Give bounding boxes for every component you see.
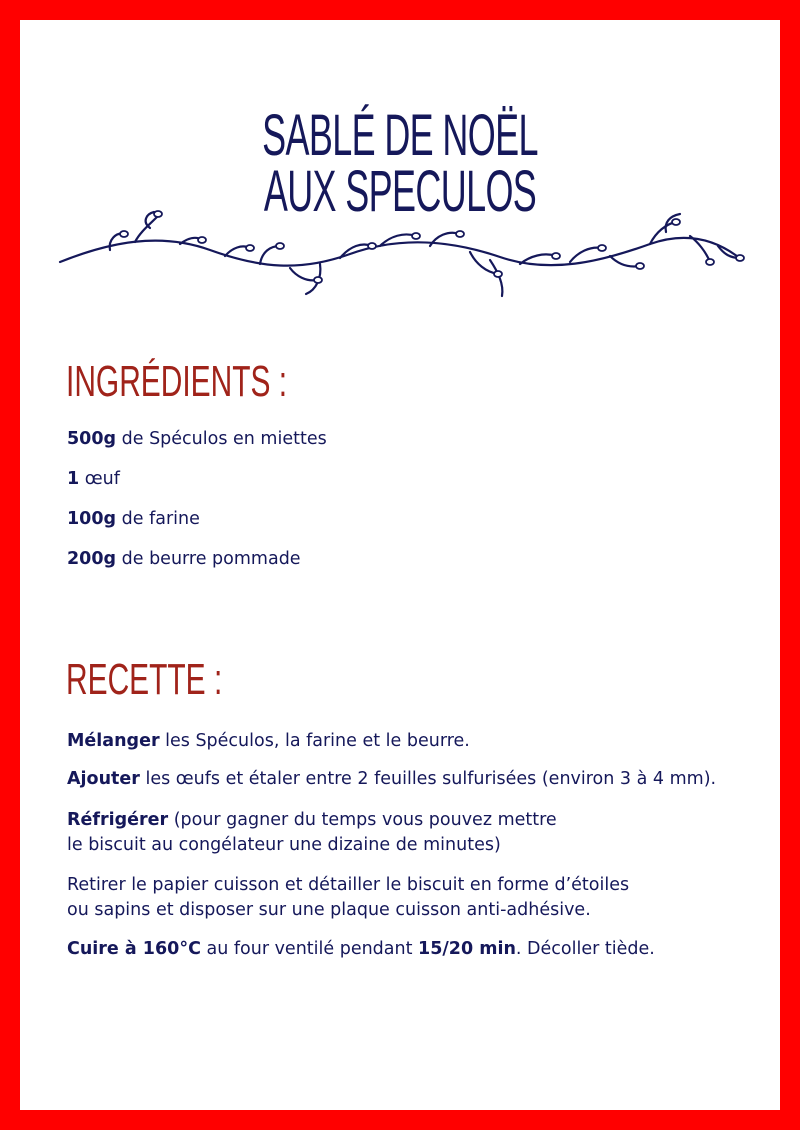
step-verb: Cuire à 160°C xyxy=(67,939,201,959)
ingredient-qty: 1 xyxy=(67,469,80,489)
ingredient-qty: 200g xyxy=(67,549,117,569)
title-line-2: AUX SPECULOS xyxy=(263,159,537,224)
ingredient-text: œuf xyxy=(79,469,120,489)
recipe-step-3 xyxy=(67,808,557,833)
recipe-step-2 xyxy=(67,767,716,792)
ingredient-item xyxy=(67,547,301,572)
step-text: les Spéculos, la farine et le beurre. xyxy=(159,731,470,751)
step-verb: Ajouter xyxy=(67,769,140,789)
recipe-heading: RECETTE : xyxy=(66,655,223,704)
ingredients-heading: INGRÉDIENTS : xyxy=(66,357,288,406)
ingredient-qty: 500g xyxy=(67,429,117,449)
ingredient-item xyxy=(67,507,200,532)
ingredient-item xyxy=(67,467,120,492)
ingredient-text: de farine xyxy=(116,509,200,529)
recipe-step-4: Retirer le papier cuisson et détailler le biscuit en forme d’étoiles xyxy=(67,875,630,895)
step-text: au four ventilé pendant xyxy=(200,939,419,959)
recipe-step-5 xyxy=(67,937,655,962)
ingredient-item xyxy=(67,427,327,452)
ingredient-qty: 100g xyxy=(67,509,117,529)
step-duration: 15/20 min xyxy=(418,939,516,959)
step-text: (pour gagner du temps vous pouvez mettre xyxy=(168,810,557,830)
recipe-step-3-line-2: le biscuit au congélateur une dizaine de minutes) xyxy=(67,835,501,855)
ingredient-text: de Spéculos en miettes xyxy=(116,429,327,449)
ingredient-text: de beurre pommade xyxy=(116,549,301,569)
step-text-end: . Décoller tiède. xyxy=(515,939,655,959)
recipe-step-1 xyxy=(67,729,470,754)
recipe-page xyxy=(20,20,780,1110)
step-verb: Mélanger xyxy=(67,731,160,751)
step-text: les œufs et étaler entre 2 feuilles sulfurisées (environ 3 à 4 mm). xyxy=(139,769,717,789)
vine-ornament-icon xyxy=(50,202,750,302)
step-verb: Réfrigérer xyxy=(67,810,169,830)
recipe-step-4-line-2: ou sapins et disposer sur une plaque cuisson anti-adhésive. xyxy=(67,900,591,920)
title-line-1: SABLÉ DE NOËL xyxy=(262,103,538,168)
